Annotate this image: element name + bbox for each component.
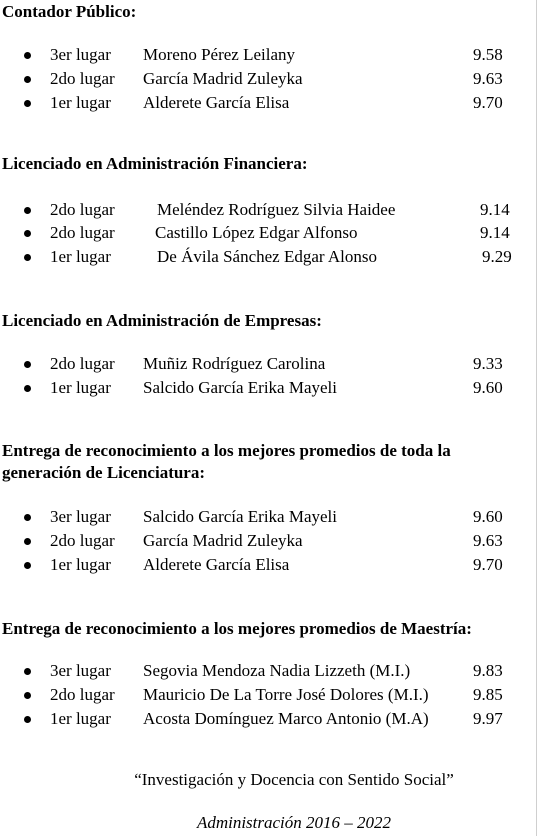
score-value: 9.58 [473, 45, 503, 64]
bullet-icon [24, 514, 31, 521]
score-value: 9.85 [473, 685, 503, 704]
bullet-icon [24, 668, 31, 675]
place-label: 2do lugar [50, 685, 115, 704]
place-label: 1er lugar [50, 709, 111, 728]
place-label: 3er lugar [50, 45, 111, 64]
place-label: 1er lugar [50, 555, 111, 574]
bullet-icon [24, 230, 31, 237]
student-name: De Ávila Sánchez Edgar Alonso [157, 247, 377, 266]
bullet-icon [24, 716, 31, 723]
bullet-icon [24, 562, 31, 569]
list-item [0, 659, 544, 683]
section-heading: Licenciado en Administración Financiera: [2, 154, 308, 173]
list-item [0, 221, 544, 245]
student-name: Acosta Domínguez Marco Antonio (M.A) [143, 709, 429, 728]
score-value: 9.29 [482, 247, 512, 266]
list-item [0, 707, 544, 731]
bullet-icon [24, 692, 31, 699]
place-label: 2do lugar [50, 69, 115, 88]
score-value: 9.83 [473, 661, 503, 680]
place-label: 1er lugar [50, 247, 111, 266]
list-item [0, 67, 544, 91]
bullet-icon [24, 538, 31, 545]
list-item [0, 683, 544, 707]
place-label: 1er lugar [50, 378, 111, 397]
student-name: Muñiz Rodríguez Carolina [143, 354, 326, 373]
motto-quote: “Investigación y Docencia con Sentido Social” [134, 770, 454, 789]
score-value: 9.70 [473, 93, 503, 112]
student-name: Alderete García Elisa [143, 93, 290, 112]
student-name: Meléndez Rodríguez Silvia Haidee [157, 200, 396, 219]
score-value: 9.60 [473, 378, 503, 397]
list-item [0, 198, 544, 222]
place-label: 3er lugar [50, 507, 111, 526]
section-heading: Contador Público: [2, 2, 137, 21]
bullet-icon [24, 254, 31, 261]
score-value: 9.33 [473, 354, 503, 373]
score-value: 9.70 [473, 555, 503, 574]
student-name: Salcido García Erika Mayeli [143, 378, 338, 397]
list-item [0, 91, 544, 115]
student-name: García Madrid Zuleyka [143, 531, 303, 550]
section-heading: Entrega de reconocimiento a los mejores promedios de toda la generación de Licenciatura: [2, 441, 451, 482]
score-value: 9.14 [480, 223, 510, 242]
place-label: 1er lugar [50, 93, 111, 112]
place-label: 2do lugar [50, 531, 115, 550]
bullet-icon [24, 100, 31, 107]
bullet-icon [24, 52, 31, 59]
section-heading: Entrega de reconocimiento a los mejores promedios de Maestría: [2, 619, 472, 638]
list-item [0, 43, 544, 67]
student-name: García Madrid Zuleyka [143, 69, 303, 88]
list-item [0, 529, 544, 553]
student-name: Moreno Pérez Leilany [143, 45, 295, 64]
student-name: Segovia Mendoza Nadia Lizzeth (M.I.) [143, 661, 411, 680]
place-label: 2do lugar [50, 354, 115, 373]
bullet-icon [24, 361, 31, 368]
score-value: 9.97 [473, 709, 503, 728]
list-item [0, 553, 544, 577]
bullet-icon [24, 385, 31, 392]
list-item [0, 505, 544, 529]
list-item [0, 352, 544, 376]
section-heading: Licenciado en Administración de Empresas: [2, 311, 322, 330]
bullet-icon [24, 76, 31, 83]
student-name: Mauricio De La Torre José Dolores (M.I.) [143, 685, 429, 704]
score-value: 9.63 [473, 69, 503, 88]
score-value: 9.14 [480, 200, 510, 219]
student-name: Alderete García Elisa [143, 555, 290, 574]
place-label: 3er lugar [50, 661, 111, 680]
student-name: Castillo López Edgar Alfonso [155, 223, 358, 242]
place-label: 2do lugar [50, 200, 115, 219]
list-item [0, 245, 544, 269]
score-value: 9.63 [473, 531, 503, 550]
student-name: Salcido García Erika Mayeli [143, 507, 338, 526]
place-label: 2do lugar [50, 223, 115, 242]
administration-period: Administración 2016 – 2022 [196, 813, 392, 832]
bullet-icon [24, 207, 31, 214]
list-item [0, 376, 544, 400]
score-value: 9.60 [473, 507, 503, 526]
